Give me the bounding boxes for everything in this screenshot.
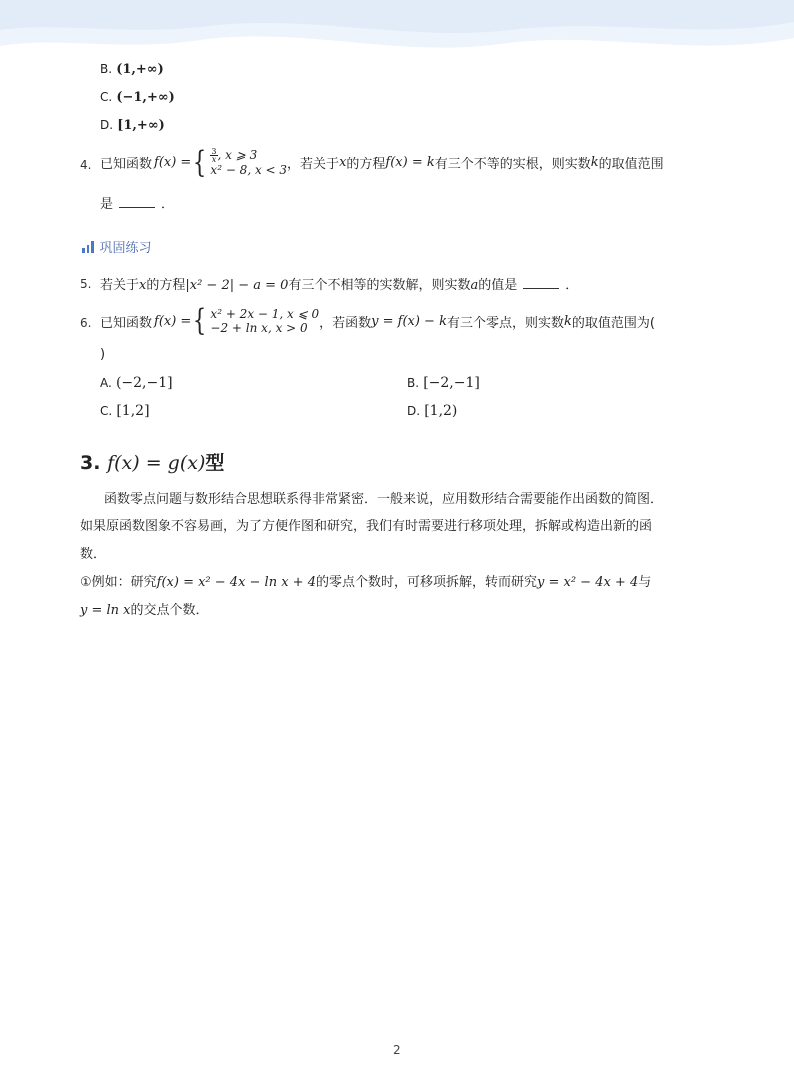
q6-line1 <box>100 303 655 338</box>
q4-line2-end: ． <box>161 197 175 212</box>
example-y: y = x² − 4x + 4 <box>537 575 639 590</box>
section-header <box>82 237 152 256</box>
q6-var-k: k <box>563 313 572 329</box>
q4-middle2: 的方程 <box>346 157 386 172</box>
q6-suffix: 有三个零点，则实数 <box>446 315 564 331</box>
q6-case2: −2 + ln x, x > 0 <box>210 321 308 335</box>
paragraph-line1: 函数零点问题与数形结合思想联系得非常紧密．一般来说，应用数形结合需要能作出函数的简图． <box>104 492 664 507</box>
option-label: B. <box>407 376 420 390</box>
q4-line2 <box>100 193 174 212</box>
paragraph-line2: 如果原函数图象不容易画，为了方便作图和研究，我们有时需要进行移项处理，拆解或构造出新的函 <box>80 519 653 534</box>
option-label: C. <box>100 90 113 104</box>
q4-equation: f(x) = k <box>385 155 435 170</box>
paragraph-line3: 数． <box>80 547 107 562</box>
answer-blank <box>523 278 559 289</box>
q3-option-c <box>100 90 175 105</box>
option-label: C. <box>100 404 113 418</box>
example-prefix: ①例如：研究 <box>80 575 157 590</box>
option-value: (1,+∞) <box>116 62 164 77</box>
case1-text: , x ⩾ 3 <box>217 148 258 162</box>
denominator: x <box>211 155 217 164</box>
option-value: [1,+∞) <box>117 118 165 133</box>
q6-mid: ，若函数 <box>319 315 372 331</box>
q3-option-d <box>100 118 165 133</box>
q5-prefix: 若关于 <box>100 278 140 293</box>
example-end: 的交点个数． <box>130 603 209 618</box>
header-wave-decoration <box>0 0 794 60</box>
q6-suffix2: 的取值范围为( <box>571 315 655 331</box>
numerator: 3 <box>211 147 217 156</box>
q6-func: f(x) = <box>154 313 192 329</box>
heading-number: 3. <box>80 452 101 474</box>
option-value: (−2,−1] <box>115 375 173 391</box>
option-value: [−2,−1] <box>423 375 480 391</box>
option-value: [1,2) <box>424 403 458 419</box>
q5-var-x: x <box>139 278 147 293</box>
section-title: 巩固练习 <box>99 241 152 256</box>
option-label: D. <box>407 404 421 418</box>
q6-option-c <box>100 403 150 419</box>
q6-equation: y = f(x) − k <box>371 313 447 329</box>
q5-number: 5. <box>80 277 92 291</box>
q6-line2: ) <box>100 347 106 362</box>
example-y2: y = ln x <box>80 603 131 618</box>
heading-formula: f(x) = g(x) <box>107 452 206 474</box>
q5-line <box>100 274 578 293</box>
answer-blank <box>119 197 155 208</box>
option-value: [1,2] <box>116 403 150 419</box>
q6-option-a <box>100 375 173 391</box>
q4-func: f(x) = <box>154 155 192 170</box>
brace-symbol: { <box>193 303 207 338</box>
example-and: 与 <box>638 575 652 590</box>
option-label: D. <box>100 118 114 132</box>
fraction <box>210 148 217 163</box>
option-label: A. <box>100 376 112 390</box>
q4-number: 4. <box>80 158 92 172</box>
q4-line1 <box>100 144 664 180</box>
bar-chart-icon <box>82 241 94 253</box>
example-line2 <box>80 601 209 621</box>
section-heading-3 <box>80 448 224 475</box>
example-mid: 的零点个数时，可移项拆解，转而研究 <box>315 575 537 590</box>
q6-number: 6. <box>80 316 92 330</box>
q4-suffix2: 的取值范围 <box>598 157 664 172</box>
q6-option-b <box>407 375 480 391</box>
q5-var-a: a <box>470 278 479 293</box>
page-number: 2 <box>393 1043 401 1057</box>
q4-middle: ，若关于 <box>287 157 340 172</box>
q6-option-d <box>407 403 457 419</box>
q4-case1 <box>210 148 287 163</box>
q5-equation: |x² − 2| − a = 0 <box>185 278 289 293</box>
q6-case1: x² + 2x − 1, x ⩽ 0 <box>210 307 320 321</box>
q5-mid: 的方程 <box>146 278 186 293</box>
q3-option-b <box>100 62 164 77</box>
q4-prefix: 已知函数 <box>100 157 153 172</box>
q5-suffix: 有三个不相等的实数解，则实数 <box>288 278 471 293</box>
q6-prefix: 已知函数 <box>100 315 153 331</box>
q6-piecewise <box>191 303 320 338</box>
q4-piecewise <box>191 144 288 180</box>
q4-var-x: x <box>339 155 347 170</box>
q4-suffix: 有三个不等的实根，则实数 <box>434 157 591 172</box>
example-line1 <box>80 573 651 593</box>
heading-suffix: 型 <box>205 452 225 474</box>
q5-end: ． <box>565 278 579 293</box>
option-value: (−1,+∞) <box>116 90 175 105</box>
q4-line2-text: 是 <box>100 197 114 212</box>
q4-var-k: k <box>590 155 599 170</box>
q4-case2: x² − 8, x < 3 <box>210 163 288 177</box>
example-function: f(x) = x² − 4x − ln x + 4 <box>156 575 316 590</box>
option-label: B. <box>100 62 113 76</box>
brace-symbol: { <box>193 144 207 180</box>
q5-suffix2: 的值是 <box>478 278 518 293</box>
